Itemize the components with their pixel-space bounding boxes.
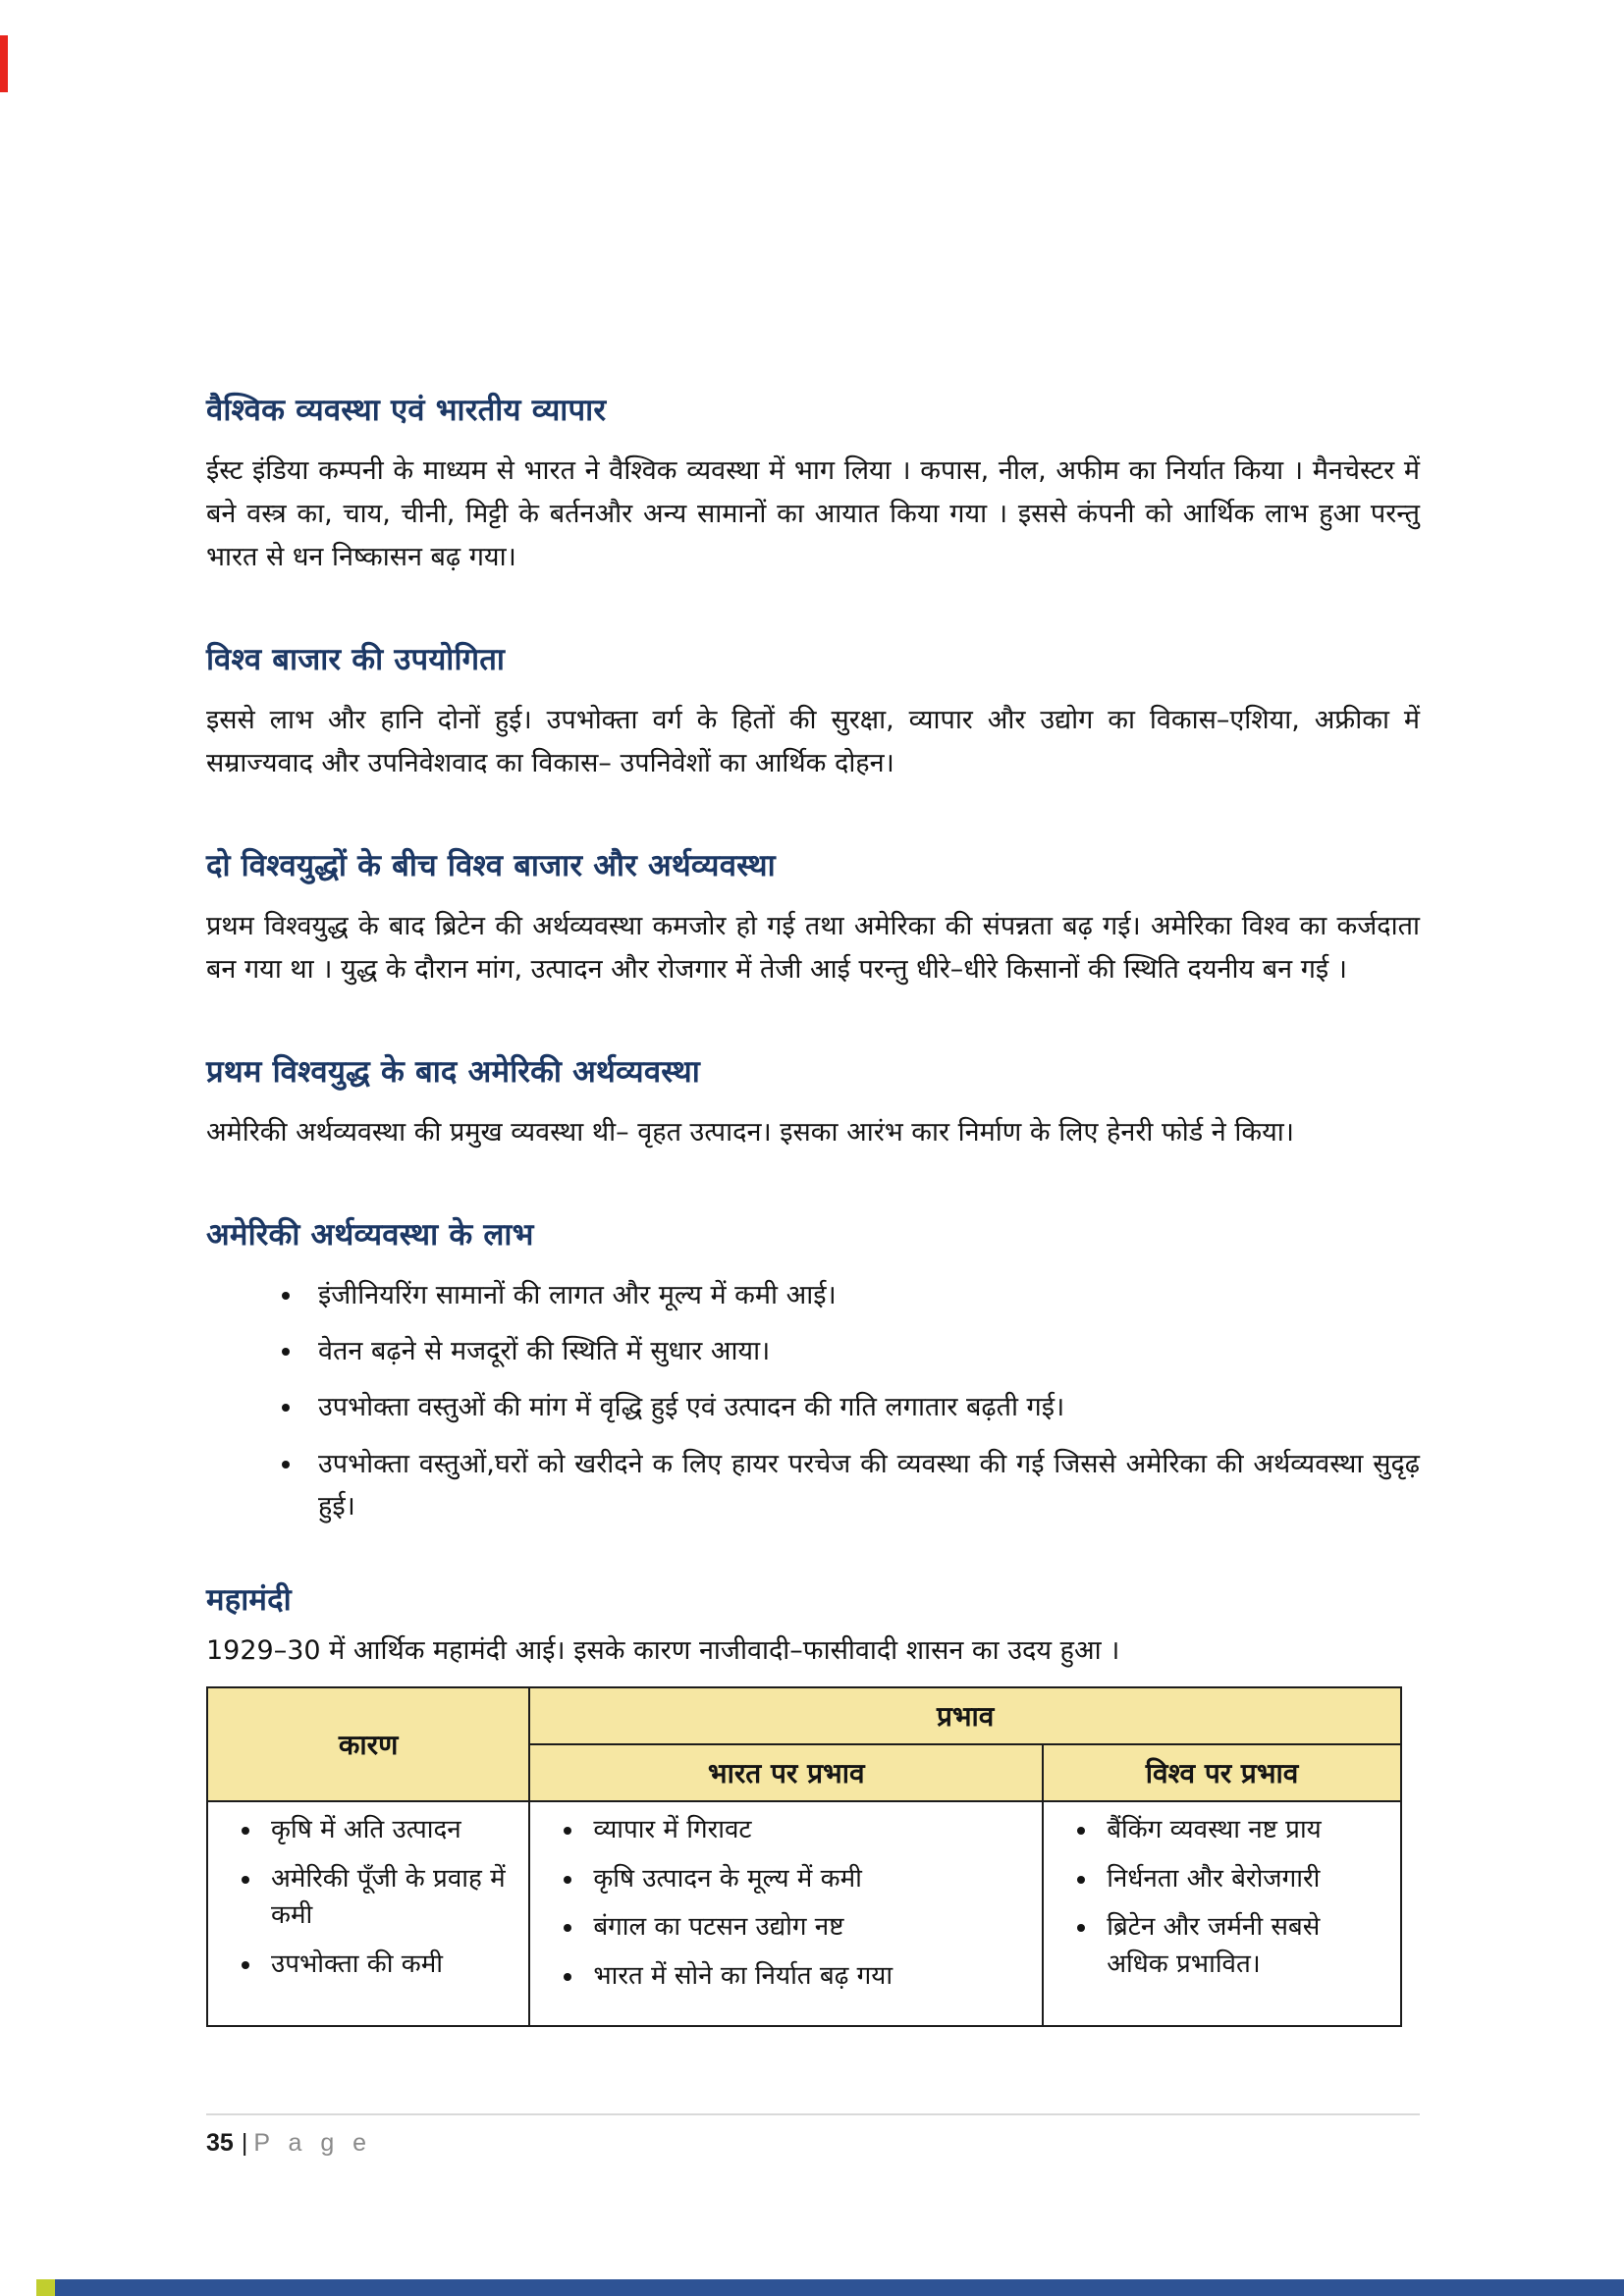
india-effect-item: • व्यापार में गिरावट — [585, 1812, 1028, 1849]
benefit-item: • वेतन बढ़ने से मजदूरों की स्थिति में सुधार आया। — [304, 1330, 1420, 1372]
section-heading-between-world-wars: दो विश्वयुद्धों के बीच विश्व बाजार और अर्थव्यवस्था — [206, 848, 776, 883]
footer-divider — [206, 2113, 1420, 2115]
benefit-item: • उपभोक्ता वस्तुओं की मांग में वृद्धि हुई एवं उत्पादन की गति लगातार बढ़ती गई। — [304, 1386, 1420, 1428]
india-effect-item: • बंगाल का पटसन उद्योग नष्ट — [585, 1909, 1028, 1947]
depression-cause-effect-table — [206, 1686, 1402, 2027]
section-heading-global-system: वैश्विक व्यवस्था एवं भारतीय व्यापार — [206, 393, 607, 428]
india-effect-item: • भारत में सोने का निर्यात बढ़ गया — [585, 1958, 1028, 1996]
page-edge-bottom-accent — [36, 2279, 55, 2296]
table-header-row-1 — [207, 1687, 1401, 1744]
section-heading-us-economy-benefits: अमेरिकी अर्थव्यवस्था के लाभ — [206, 1217, 534, 1253]
section-paragraph-world-market-utility: इससे लाभ और हानि दोनों हुई। उपभोक्ता वर्ग के हितों की सुरक्षा, व्यापार और उद्योग का विकास–एशिया, अफ्रीका में सम्राज्यवाद और उपनिवेशवाद का विकास– उपनिवेशों का आर्थिक दोहन। — [206, 705, 1420, 778]
table-cell-causes — [207, 1801, 529, 2026]
section-heading-world-market-utility: विश्व बाजार की उपयोगिता — [206, 642, 506, 677]
world-effect-item: • निर्धनता और बेरोजगारी — [1099, 1861, 1386, 1898]
world-effect-item: • बैंकिंग व्यवस्था नष्ट प्राय — [1099, 1812, 1386, 1849]
page-number-separator: | — [241, 2128, 248, 2157]
page-footer — [206, 2113, 1420, 2158]
india-effect-list — [538, 1812, 1028, 1996]
document-content — [206, 389, 1420, 2158]
cause-item: • कृषि में अति उत्पादन — [263, 1812, 514, 1849]
cause-list — [216, 1812, 514, 1984]
benefit-item: • इंजीनियरिंग सामानों की लागत और मूल्य में कमी आई। — [304, 1274, 1420, 1316]
section-paragraph-between-world-wars: प्रथम विश्वयुद्ध के बाद ब्रिटेन की अर्थव्यवस्था कमजोर हो गई तथा अमेरिका की संपन्नता बढ़ गई। अमेरिका विश्व का कर्जदाता बन गया था । युद्ध के दौरान मांग, उत्पादन और रोजगार में तेजी आई परन्तु धीरे–धीरे किसानों की स्थिति दयनीय बन गई । — [206, 911, 1420, 985]
benefit-item: • उपभोक्ता वस्तुओं,घरों को खरीदने क लिए हायर परचेज की व्यवस्था की गई जिससे अमेरिका की अर्थव्यवस्था सुदृढ़ हुई। — [304, 1443, 1420, 1527]
table-header-effect-india: भारत पर प्रभाव — [529, 1744, 1043, 1801]
page-edge-bottom-bar — [55, 2279, 1624, 2296]
world-effect-list — [1052, 1812, 1386, 1984]
page-number: 35 — [206, 2128, 234, 2157]
section-paragraph-global-system: ईस्ट इंडिया कम्पनी के माध्यम से भारत ने वैश्विक व्यवस्था में भाग लिया । कपास, नील, अफीम का निर्यात किया । मैनचेस्टर में बने वस्त्र का, चाय, चीनी, मिट्टी के बर्तनऔर अन्य सामानों का आयात किया गया । इससे कंपनी को आर्थिक लाभ हुआ परन्तु भारत से धन निष्कासन बढ़ गया। — [206, 455, 1420, 572]
page-label: P a g e — [253, 2128, 373, 2157]
table-cell-india-effects — [529, 1801, 1043, 2026]
table-header-cause: कारण — [207, 1687, 529, 1801]
page-edge-red-strip — [0, 35, 8, 92]
india-effect-item: • कृषि उत्पादन के मूल्य में कमी — [585, 1861, 1028, 1898]
section-paragraph-great-depression: 1929–30 में आर्थिक महामंदी आई। इसके कारण नाजीवादी–फासीवादी शासन का उदय हुआ । — [206, 1634, 1120, 1666]
section-heading-great-depression: महामंदी — [206, 1581, 292, 1618]
section-paragraph-us-economy-postwar: अमेरिकी अर्थव्यवस्था की प्रमुख व्यवस्था थी– वृहत उत्पादन। इसका आरंभ कार निर्माण के लिए हेनरी फोर्ड ने किया। — [206, 1117, 1294, 1148]
benefits-list — [206, 1274, 1420, 1527]
footer-page-indicator — [206, 2129, 1420, 2158]
cause-item: • अमेरिकी पूँजी के प्रवाह में कमी — [263, 1861, 514, 1935]
world-effect-item: • ब्रिटेन और जर्मनी सबसे अधिक प्रभावित। — [1099, 1909, 1386, 1983]
table-header-effect-world: विश्व पर प्रभाव — [1043, 1744, 1401, 1801]
table-cell-world-effects — [1043, 1801, 1401, 2026]
table-body-row — [207, 1801, 1401, 2026]
cause-item: • उपभोक्ता की कमी — [263, 1947, 514, 1984]
section-heading-us-economy-postwar: प्रथम विश्वयुद्ध के बाद अमेरिकी अर्थव्यवस्था — [206, 1054, 700, 1090]
table-header-effect: प्रभाव — [529, 1687, 1401, 1744]
